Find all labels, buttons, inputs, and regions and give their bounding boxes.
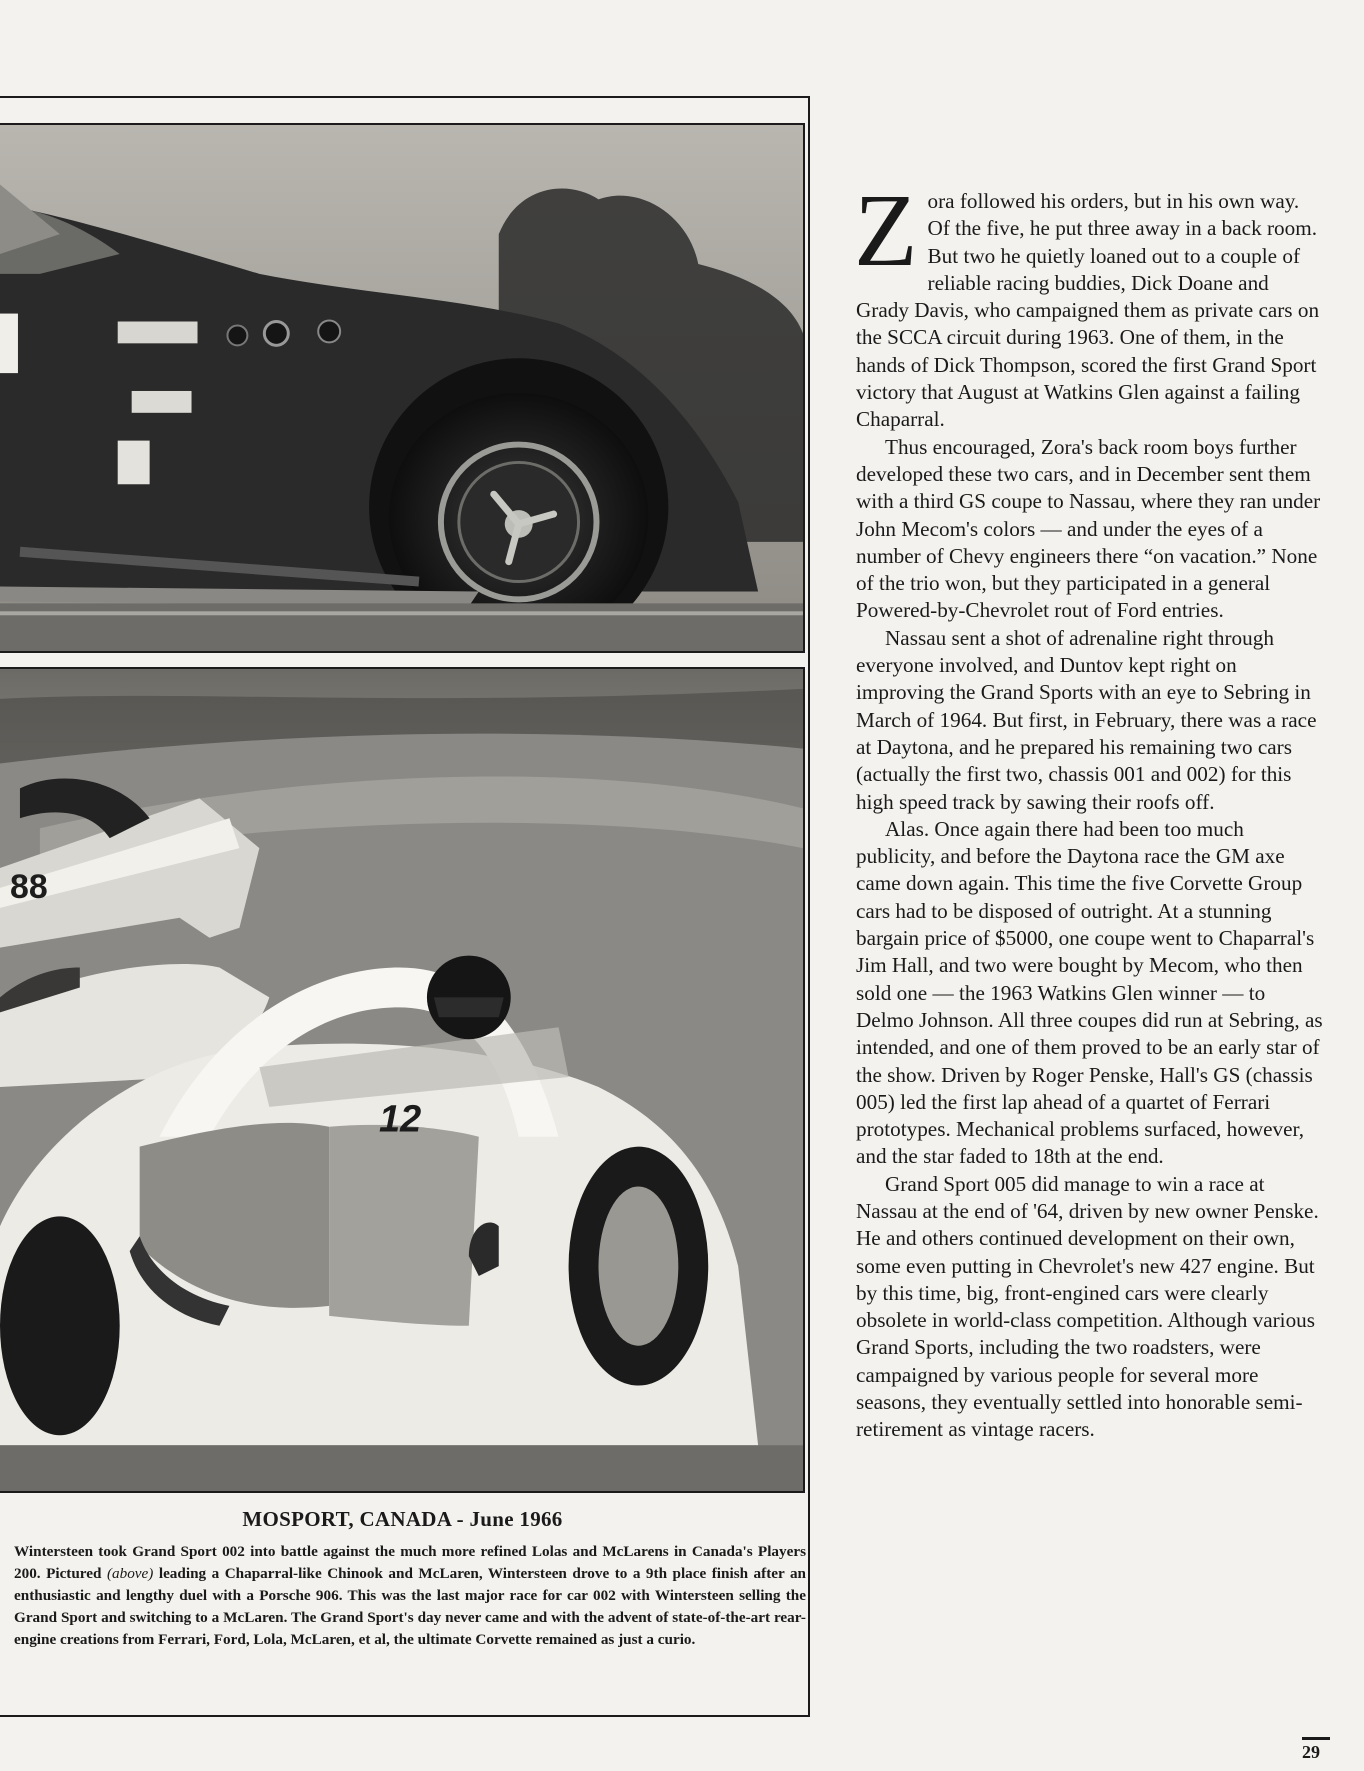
car-12-number: 12 xyxy=(379,1098,422,1141)
page-number-rule xyxy=(1302,1737,1330,1740)
article-paragraph-4: Alas. Once again there had been too much publicity, and before the Daytona race the GM axe came down again. This time the five Corvette Group cars had to be disposed of outright. At a stunning bargain price of $5000, one coupe went to Chaparral's Jim Hall, and two were bought by Mecom, who then sold one — the 1963 Watkins Glen winner — to Delmo Johnson. All three coupes did run at Sebring, as intended, and one of them proved to be an early star of the show. Driven by Roger Penske, Hall's GS (chassis 005) led the first lap ahead of a quartet of Ferrari prototypes. Mechanical problems surfaced, however, and the star faded to 18th at the end. xyxy=(856,816,1323,1169)
caption-text-part-1: Wintersteen took Grand Sport 002 into battle against the much more refined Lolas and McLarens in Canada's Players 200. Pictured xyxy=(14,1543,806,1582)
article-paragraph-5: Grand Sport 005 did manage to win a race at Nassau at the end of '64, driven by new owner Penske. He and others continued development on their own, some even putting in Chevrolet's new 427 engine. But by this time, big, front-engined cars were clearly obsolete in world-class competition. Although various Grand Sports, including the two roadsters, were campaigned by various people for several more seasons, they eventually settled into honorable semi-retirement as vintage racers. xyxy=(856,1171,1319,1442)
car-88-number: 88 xyxy=(9,867,48,906)
article-paragraph-3: Nassau sent a shot of adrenaline right through everyone involved, and Duntov kept right on improving the Grand Sports with an eye to Sebring in March of 1964. But first, in February, there was a race at Daytona, and he prepared his remaining two cars (actually the first two, chassis 001 and 002) for this high speed track by sawing their roofs off. xyxy=(856,625,1317,814)
caption-text xyxy=(14,1541,806,1651)
article-paragraph-2: Thus encouraged, Zora's back room boys further developed these two cars, and in December sent them with a third GS coupe to Nassau, where they ran under John Mecom's colors — and under the eyes of a number of Chevy engineers there “on vacation.” None of the trio won, but they participated in a general Powered-by-Chevrolet rout of Ford entries. xyxy=(856,434,1321,623)
article-paragraph-1 xyxy=(854,173,1326,434)
article-column xyxy=(854,173,1326,1444)
article-paragraph-1-text: ora followed his orders, but in his own way. Of the five, he put three away in a back room. But two he quietly loaned out to a couple of reliable racing buddies, Dick Doane and Grady Davis, who campaigned them as private cars on the SCCA circuit during 1963. One of them, in the hands of Dick Thompson, scored the first Grand Sport victory that August at Watkins Glen against a failing Chaparral. xyxy=(856,189,1320,432)
photo-mosport-race xyxy=(0,667,805,1493)
caption-text-part-2: leading a Chaparral-like Chinook and McLaren, Wintersteen drove to a 9th place finish after an enthusiastic and lengthy duel with a Porsche 906. This was the last major race for car 002 with Wintersteen selling the Grand Sport and switching to a McLaren. The Grand Sport's day never came and with the advent of state-of-the-art rear-engine creations from Ferrari, Ford, Lola, McLaren, et al, the ultimate Corvette remained as just a curio. xyxy=(14,1565,806,1648)
caption-title: MOSPORT, CANADA - June 1966 xyxy=(242,1507,563,1531)
drop-cap: Z xyxy=(854,173,918,288)
photo-grand-sport-side xyxy=(0,123,805,653)
page-number: 29 xyxy=(1302,1742,1320,1762)
caption-text-emphasis: (above) xyxy=(106,1565,154,1582)
